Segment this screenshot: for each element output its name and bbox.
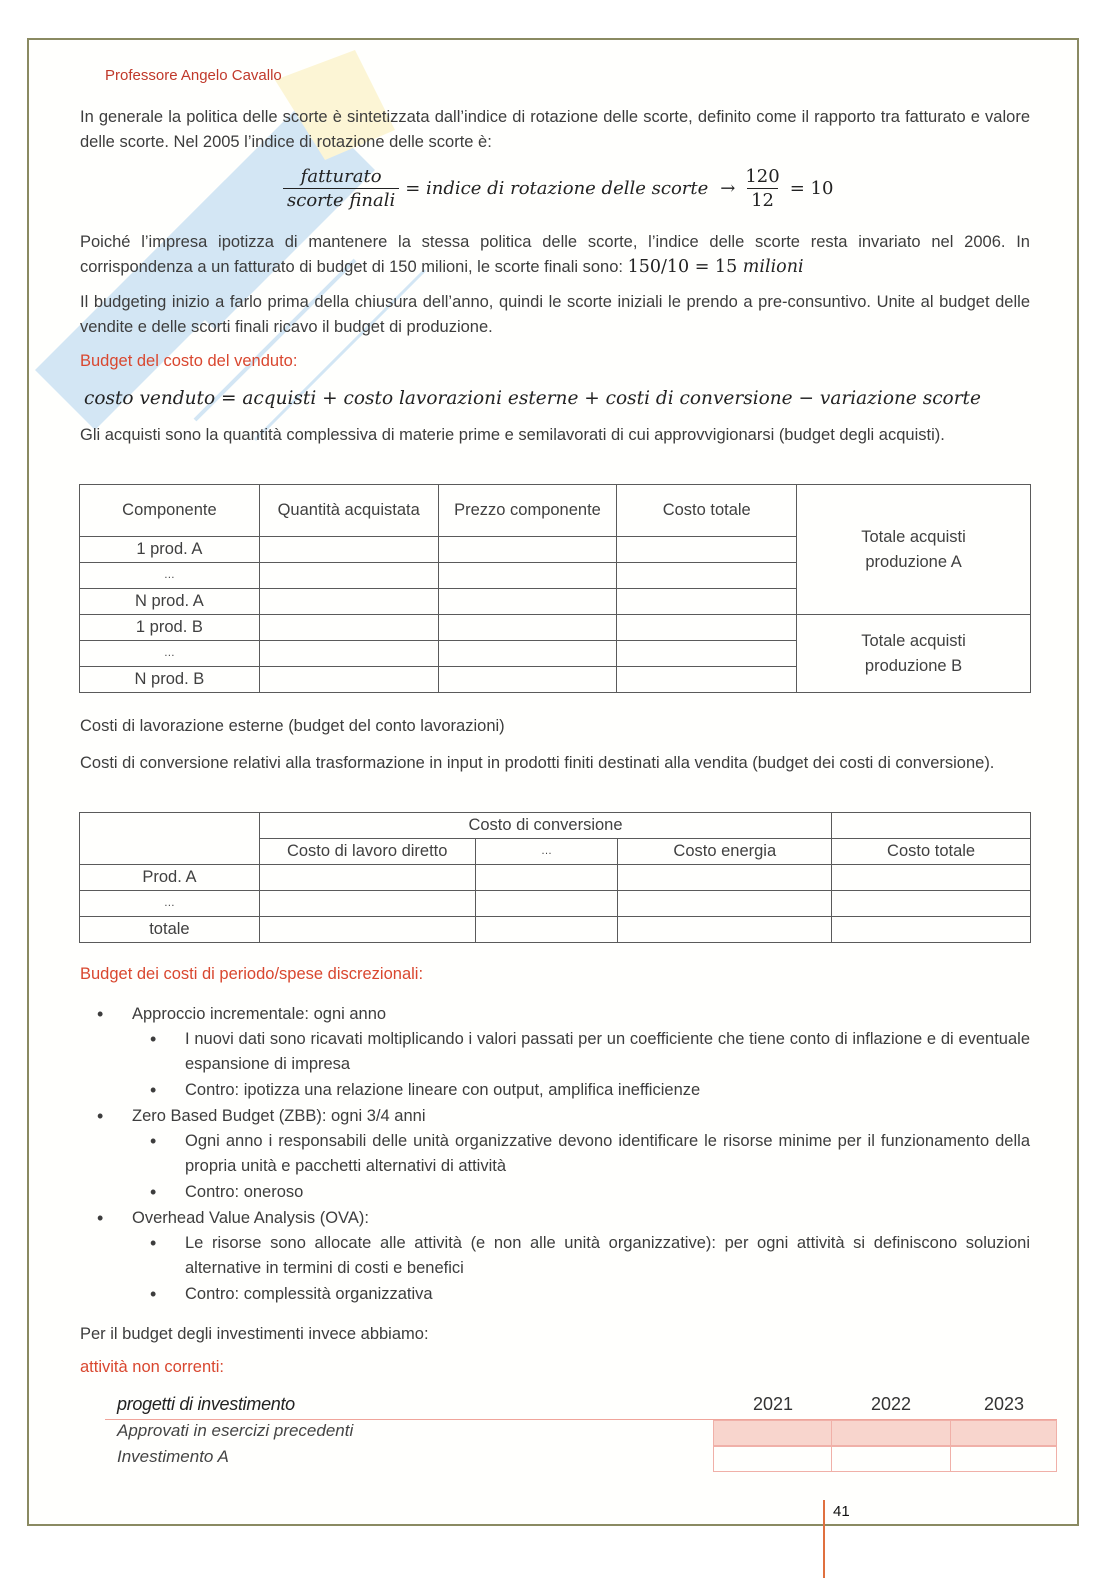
total-b-cell: Totale acquisti produzione B bbox=[797, 615, 1031, 693]
list-item bbox=[80, 1001, 1030, 1103]
inline-math bbox=[628, 257, 804, 277]
header-cell: Componente bbox=[80, 485, 260, 537]
formula-equals-text: = indice di rotazione delle scorte bbox=[405, 178, 709, 199]
heading-costo-venduto: Budget del costo del venduto: bbox=[80, 352, 298, 370]
value-cell bbox=[713, 1446, 832, 1472]
header-cell: … bbox=[475, 839, 618, 865]
row-label: Approvati in esercizi precedenti bbox=[117, 1421, 354, 1440]
value-cell bbox=[950, 1420, 1057, 1446]
list-item-text: Zero Based Budget (ZBB): ogni 3/4 anni bbox=[132, 1107, 426, 1125]
list-subitem: • Contro: oneroso bbox=[80, 1180, 1030, 1205]
list-subitem: • I nuovi dati sono ricavati moltiplicando i valori passati per un coefficiente che tiene conto di inflazione e di eventuale espansione di impresa bbox=[80, 1027, 1030, 1077]
list-item bbox=[80, 1103, 1030, 1205]
header-cell: Costo totale bbox=[832, 839, 1031, 865]
table-row bbox=[105, 1446, 1057, 1472]
page-number-divider bbox=[823, 1500, 825, 1578]
row-label: Investimento A bbox=[117, 1447, 229, 1466]
row-label: N prod. B bbox=[80, 667, 260, 693]
formula-indice-rotazione bbox=[283, 166, 839, 211]
header-cell: Quantità acquistata bbox=[259, 485, 438, 537]
row-label: N prod. A bbox=[80, 589, 260, 615]
paragraph-acquisti: Gli acquisti sono la quantità complessiva di materie prime e semilavorati di cui approvvigionarsi (budget degli acquisti). bbox=[80, 426, 945, 444]
list-subitem: • Le risorse sono allocate alle attività (e non alle unità organizzative): per ogni attività si definiscono soluzioni alternative in termini di costi e benefici bbox=[80, 1231, 1030, 1281]
investment-table bbox=[105, 1394, 1057, 1472]
paragraph-indice-rotazione: In generale la politica delle scorte è sintetizzata dall’indice di rotazione delle scorte, definito come il rapporto tra fatturato e valore delle scorte. Nel 2005 l’indice di rotazione delle scorte è: bbox=[80, 108, 1030, 151]
group-header-cell: Costo di conversione bbox=[259, 813, 831, 839]
formula-costo-venduto: costo venduto = acquisti + costo lavorazioni esterne + costi di conversione − variazione scorte bbox=[84, 388, 981, 409]
value-cell bbox=[831, 1446, 951, 1472]
table-row bbox=[80, 615, 1031, 641]
fraction-fatturato bbox=[283, 166, 399, 211]
table-header-row bbox=[80, 485, 1031, 537]
list-subitem: • Contro: ipotizza una relazione lineare con output, amplifica inefficienze bbox=[80, 1078, 1030, 1103]
paragraph-costi-conversione: Costi di conversione relativi alla trasformazione in input in prodotti finiti destinati alla vendita (budget dei costi di conversione). bbox=[80, 754, 995, 772]
row-label: … bbox=[80, 641, 260, 667]
row-label: 1 prod. B bbox=[80, 615, 260, 641]
row-label: 1 prod. A bbox=[80, 537, 260, 563]
row-label: Prod. A bbox=[80, 865, 260, 891]
table-row bbox=[80, 917, 1031, 943]
investment-table-header bbox=[105, 1394, 1057, 1420]
page-number: 41 bbox=[833, 1503, 850, 1520]
purchases-table bbox=[79, 484, 1031, 693]
investment-table-title: progetti di investimento bbox=[117, 1394, 295, 1414]
author-header: Professore Angelo Cavallo bbox=[105, 67, 282, 84]
numerator: fatturato bbox=[300, 166, 382, 187]
total-a-cell: Totale acquisti produzione A bbox=[797, 485, 1031, 615]
arrow-icon: → bbox=[720, 178, 736, 199]
header-cell: Costo energia bbox=[618, 839, 832, 865]
numerator: 120 bbox=[745, 166, 780, 187]
value-cell bbox=[950, 1446, 1057, 1472]
header-cell: Prezzo componente bbox=[438, 485, 617, 537]
table-row bbox=[105, 1420, 1057, 1446]
approaches-list bbox=[80, 1001, 1030, 1307]
row-label: totale bbox=[80, 917, 260, 943]
denominator: scorte finali bbox=[283, 188, 399, 211]
table-group-header-row bbox=[80, 813, 1031, 839]
list-item-text: Overhead Value Analysis (OVA): bbox=[132, 1209, 369, 1227]
header-cell: Costo totale bbox=[617, 485, 797, 537]
paragraph-investimenti: Per il budget degli investimenti invece abbiamo: bbox=[80, 1325, 429, 1343]
year-header: 2021 bbox=[752, 1394, 794, 1414]
value-cell bbox=[713, 1420, 832, 1446]
heading-attivita-non-correnti: attività non correnti: bbox=[80, 1358, 224, 1376]
empty-corner-cell bbox=[80, 813, 260, 865]
empty-header-cell bbox=[832, 813, 1031, 839]
paragraph-scorte-2006 bbox=[80, 230, 1030, 280]
paragraph-lavorazioni-esterne: Costi di lavorazione esterne (budget del conto lavorazioni) bbox=[80, 717, 505, 735]
table-row bbox=[80, 865, 1031, 891]
fraction-120-12 bbox=[741, 166, 783, 211]
row-label: … bbox=[80, 891, 260, 917]
conversion-table bbox=[79, 812, 1031, 943]
heading-costi-periodo: Budget dei costi di periodo/spese discrezionali: bbox=[80, 965, 424, 983]
year-header: 2023 bbox=[983, 1394, 1025, 1414]
value-cell bbox=[831, 1420, 951, 1446]
denominator: 12 bbox=[747, 188, 778, 211]
list-subitem: • Ogni anno i responsabili delle unità organizzative devono identificare le risorse minime per il funzionamento della propria unità e pacchetti alternativi di attività bbox=[80, 1129, 1030, 1179]
table-row bbox=[80, 891, 1031, 917]
list-item-text: Approccio incrementale: ogni anno bbox=[132, 1005, 387, 1023]
paragraph-budgeting: Il budgeting inizio a farlo prima della chiusura dell’anno, quindi le scorte iniziali le prendo a pre-consuntivo. Unite al budget delle vendite e delle scorti finali ricavo il budget di produzione. bbox=[80, 293, 1030, 336]
formula-result: = 10 bbox=[789, 178, 834, 199]
inline-math-value: 150/10 = 15 bbox=[627, 257, 738, 277]
year-header: 2022 bbox=[870, 1394, 912, 1414]
row-label: … bbox=[80, 563, 260, 589]
list-subitem: • Contro: complessità organizzativa bbox=[80, 1282, 1030, 1307]
list-item bbox=[80, 1205, 1030, 1307]
inline-math-unit: milioni bbox=[742, 257, 804, 277]
paragraph-text: Poiché l’impresa ipotizza di mantenere la stessa politica delle scorte, l’indice delle scorte resta invariato nel 2006. In corrispondenza a un fatturato di budget di 150 milioni, le scorte finali sono: bbox=[80, 233, 1030, 276]
header-cell: Costo di lavoro diretto bbox=[259, 839, 475, 865]
